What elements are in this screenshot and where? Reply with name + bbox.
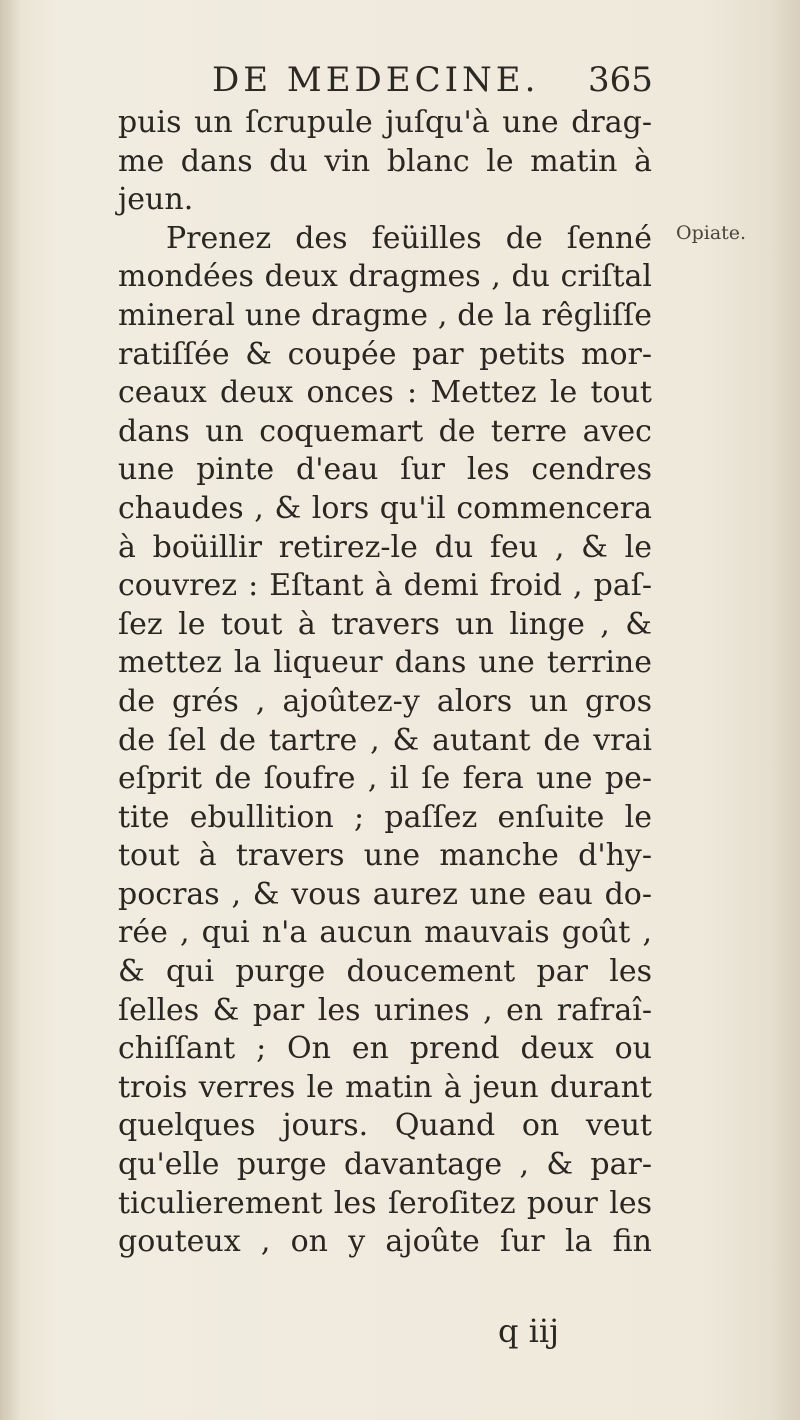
text-line: trois verres le matin à jeun durant [118,1069,652,1105]
text-line: me dans du vin blanc le matin à [118,143,652,179]
margin-note: Opiate. [676,222,747,244]
text-line: chaudes , & lors qu'il commencera [118,490,652,526]
body-text [118,104,652,1262]
running-head [0,60,800,110]
text-line: gouteux , on y ajoûte ſur la fin [118,1224,652,1260]
text-line: pocras , & vous aurez une eau do- [118,876,652,912]
text-line: couvrez : Eſtant à demi froid , paſ- [118,568,652,604]
text-line: mettez la liqueur dans une terrine [118,645,652,681]
text-line: qu'elle purge davantage , & par- [118,1147,652,1183]
text-line: ticulierement les ſeroſitez pour les [118,1185,652,1221]
text-line: de ſel de tartre , & autant de vrai [118,722,652,758]
text-line: jeun. [118,182,194,218]
text-line: mineral une dragme , de la rêgliſſe [118,297,652,333]
text-line: Prenez des feüilles de ſenné [166,220,652,256]
text-line: ceaux deux onces : Mettez le tout [118,375,652,411]
text-line: dans un coquemart de terre avec [118,413,652,449]
text-line: à boüillir retirez-le du feu , & le [118,529,652,565]
text-line: quelques jours. Quand on veut [118,1108,652,1144]
text-line: de grés , ajoûtez-y alors un gros [118,683,652,719]
text-line: ratiſſée & coupée par petits mor- [118,336,652,372]
text-line: tout à travers une manche d'hy- [118,838,652,874]
text-line: ſez le tout à travers un linge , & [118,606,652,642]
text-line: ſelles & par les urines , en rafraî- [118,992,652,1028]
text-line: eſprit de ſoufre , il ſe fera une pe- [118,761,652,797]
text-line: rée , qui n'a aucun mauvais goût , [118,915,652,951]
text-line: & qui purge doucement par les [118,954,652,990]
text-line: tite ebullition ; paſſez enſuite le [118,799,652,835]
text-line: mondées deux dragmes , du criſtal [118,259,652,295]
running-head-title: DE MEDECINE. [212,60,540,100]
text-line: une pinte d'eau ſur les cendres [118,452,652,488]
signature-mark: q iij [498,1312,560,1350]
text-line: chiſſant ; On en prend deux ou [118,1031,652,1067]
page-number: 365 [588,60,653,100]
text-line: puis un ſcrupule juſqu'à une drag- [118,105,652,140]
